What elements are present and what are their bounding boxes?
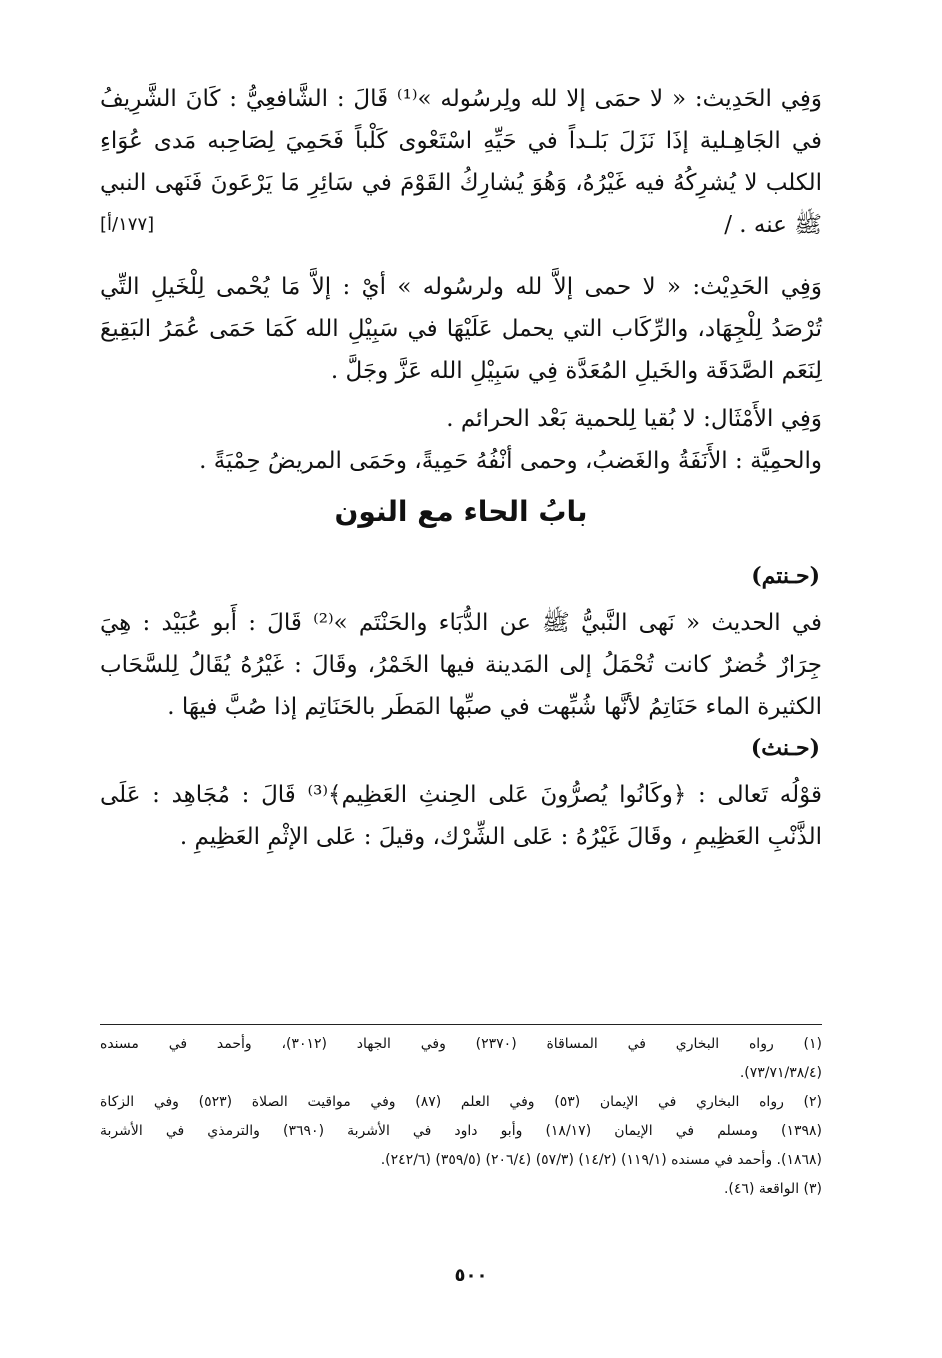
footnote-line: (٢) رواه البخاري في الإيمان (٥٣) وفي العلم (٨٧) وفي مواقيت الصلاة (٥٢٣) وفي الزكاة — [100, 1094, 822, 1110]
text-line: الذَّنْبِ العَظِيمِ ، وقَالَ غَيْرُهُ : عَلى الشِّرْك، وقيلَ : عَلى الإثْمِ العَظِيمِ . — [179, 824, 822, 850]
text-line: قوْلُه تَعالى : ﴿وكَانُوا يُصرُّونَ عَلى الحِنثِ العَظِيم﴾⁽³⁾ قَالَ : مُجَاهِد : عَلَى — [100, 782, 822, 808]
footnote-line: (١٣٩٨) ومسلم في الإيمان (١٨/١٧) وأبو داود في الأشربة (٣٦٩٠) والترمذي في الأشربة — [100, 1123, 822, 1139]
text-line-content: ﷺ عنه . / — [724, 212, 822, 238]
page-number: ٥٠٠ — [454, 1265, 488, 1286]
text-line: تُرْصَدُ لِلْجِهَاد، والرِّكَاب التي يحمل عَلَيْهَا في سَبِيْلِ الله كَمَا حَمَى عُمَرُ البَقِيعَ — [100, 316, 822, 342]
footnote-line: (١) رواه البخاري في المساقاة (٢٣٧٠) وفي الجهاد (٣٠١٢)، وأحمد في مسنده — [100, 1036, 822, 1052]
footnote-divider — [100, 1024, 822, 1025]
text-line: الكثيرة الماء حَنَاتِمُ لأنَّها شُبِّهت في صبِّها المَطَر بالحَنَاتِم إذا صُبَّ فيهَا . — [167, 694, 822, 720]
manuscript-folio-reference: [١٧٧/أ] — [100, 214, 155, 235]
footnote-line: (٧٣/٧١/٣٨/٤). — [739, 1065, 822, 1081]
footnotes — [100, 1030, 822, 1204]
entry-heading: (حـنث) — [750, 735, 820, 761]
text-line: في الحديث « نَهى النَّبيُّ ﷺ عن الدُّبَاء والحَنْتَم »⁽²⁾ قَالَ : أَبو عُبَيْد : هِيَ — [100, 610, 822, 636]
text-line: الكلب لا يُشرِكُهُ فيه غَيْرُهُ، وَهُوَ يُشارِكُ القَوْمَ في سَائِرِ مَا يَرْعَونَ فَنَهى النبي — [100, 170, 822, 196]
footnote-line: (١٨٦٨). وأحمد في مسنده (١١٩/١) (١٤/٢) (٥٧/٣) (٢٠٦/٤) (٣٥٩/٥) (٢٤٢/٦). — [380, 1152, 822, 1168]
main-text — [100, 78, 822, 858]
text-line: وَفِي الحَدِيث: « لا حمَى إلا لله ولِرسُوله »⁽¹⁾ قَالَ : الشَّافعِيُّ : كَانَ الشَّرِيفُ — [100, 86, 823, 112]
proverb-line: وَفِي الأَمْثَال: لا بُقيا لِلحمية بَعْد الحرائم . — [446, 406, 822, 432]
footnote-line: (٣) الواقعة (٤٦). — [723, 1181, 822, 1197]
chapter-title: بابُ الحاء مع النون — [334, 495, 588, 528]
text-line: في الجَاهِـلية إذَا نَزَلَ بَلـداً في حَيِّهِ اسْتَعْوى كَلْباً فَحَمِيَ لِصَاحِبه مَدى عُوَاءِ — [100, 128, 822, 154]
definition-line: والحمِيَّة : الأَنَفَةُ والغَضبُ، وحمى أنْفُهُ حَمِيةً، وحَمَى المريضُ حِمْيَةً . — [199, 448, 822, 474]
text-line — [100, 204, 822, 246]
text-line: وَفِي الحَدِيْث: « لا حمى إلاَّ لله ولرسُوله » أيْ : إلاَّ مَا يُحْمى لِلْخَيلِ التِّي — [100, 274, 822, 300]
entry-heading: (حـنتم) — [751, 563, 820, 589]
text-line: جِرَارٌ خُضرٌ كانت تُحْمَلُ إلى المَدينة فيها الخَمْرُ، وقَالَ : غَيْرُهُ يُقَالُ لِلسَّحَاب — [100, 652, 822, 678]
text-line: لِنَعَم الصَّدَقَة والخَيلِ المُعَدَّة فِي سَبِيْلِ الله عَزَّ وجَلَّ . — [330, 358, 822, 384]
